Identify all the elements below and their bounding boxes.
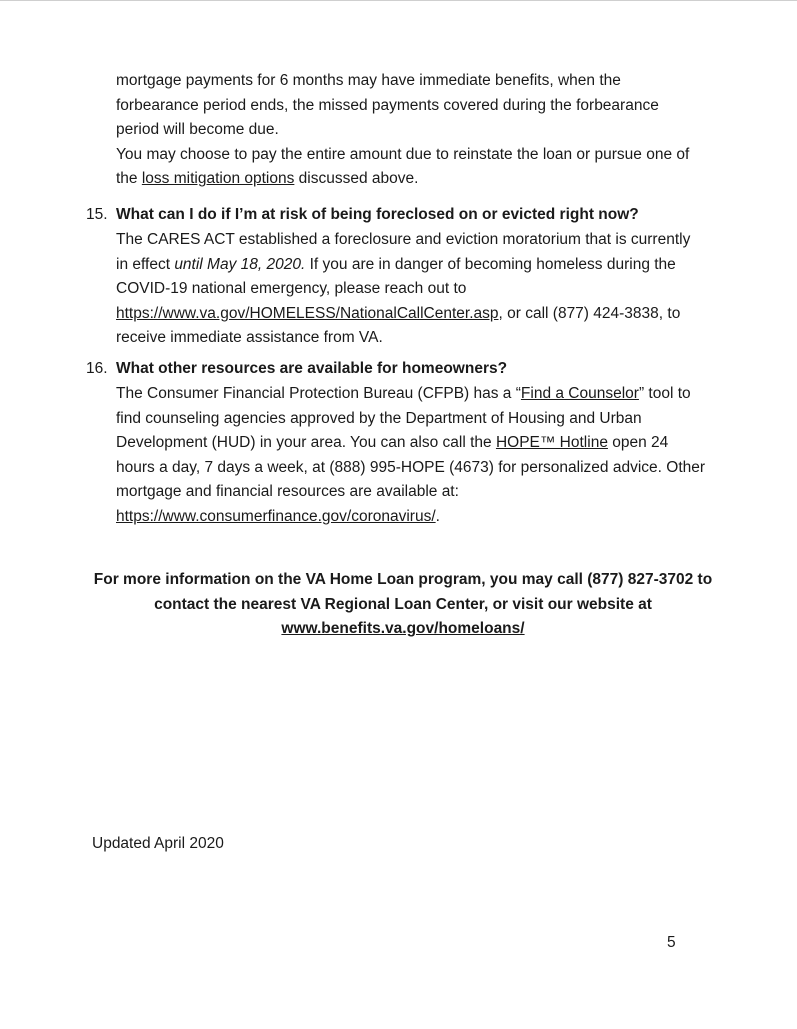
intro-line-5: [116, 167, 736, 192]
question-15-answer: [116, 228, 736, 351]
question-15-number: 15.: [86, 206, 108, 223]
intro-line-3: period will become due.: [116, 121, 279, 138]
intro-line-2: forbearance period ends, the missed payments covered during the forbearance: [116, 96, 659, 114]
page-number: 5: [667, 934, 676, 951]
va-home-loan-contact-note: [88, 568, 718, 642]
q16-line-1: [116, 382, 736, 407]
contact-line-2: contact the nearest VA Regional Loan Center, or visit our website at: [154, 595, 652, 613]
q16-line-6-suffix: .: [435, 507, 440, 525]
updated-date: Updated April 2020: [92, 835, 224, 852]
contact-line-1: For more information on the VA Home Loan program, you may call (877) 827-3702 to: [93, 571, 713, 588]
intro-line-1: mortgage payments for 6 months may have immediate benefits, when the: [116, 72, 621, 89]
q16-line-1-suffix: ” tool to: [638, 385, 691, 402]
contact-line-3: [88, 617, 718, 642]
q16-line-2: find counseling agencies approved by the Department of Housing and Urban: [116, 409, 642, 427]
benefits-homeloans-link[interactable]: www.benefits.va.gov/homeloans/: [281, 620, 525, 637]
intro-paragraph: [116, 69, 736, 192]
va-homeless-call-center-link[interactable]: https://www.va.gov/HOMELESS/NationalCallCenter.asp: [116, 304, 499, 322]
intro-line-5-prefix: the: [116, 170, 142, 187]
question-16-number: 16.: [86, 360, 108, 377]
q15-line-4-suffix: , or call (877) 424-3838, to: [498, 304, 681, 322]
q15-line-2: [116, 253, 736, 278]
intro-line-4: You may choose to pay the entire amount due to reinstate the loan or pursue one of: [116, 145, 690, 163]
find-a-counselor-link[interactable]: Find a Counselor: [520, 385, 639, 402]
q15-line-1: The CARES ACT established a foreclosure and eviction moratorium that is currently: [116, 231, 691, 248]
q15-line-2-suffix: If you are in danger of becoming homeless during the: [305, 255, 676, 273]
question-16-answer: [116, 382, 736, 529]
q15-line-5: receive immediate assistance from VA.: [116, 329, 383, 346]
consumerfinance-coronavirus-link[interactable]: https://www.consumerfinance.gov/coronavirus/: [116, 507, 436, 525]
q16-line-3: [116, 431, 736, 456]
q16-line-1-prefix: The Consumer Financial Protection Bureau (CFPB) has a “: [116, 385, 521, 402]
q15-line-2-italic-date: until May 18, 2020.: [174, 255, 306, 273]
question-15-heading: [86, 203, 746, 228]
q16-line-4: hours a day, 7 days a week, at (888) 995-HOPE (4673) for personalized advice. Other: [116, 458, 706, 476]
q16-line-5: mortgage and financial resources are available at:: [116, 483, 459, 500]
question-16-heading: [86, 357, 746, 382]
q15-line-2-prefix: in effect: [116, 255, 175, 273]
hope-hotline-link[interactable]: HOPE™ Hotline: [495, 434, 608, 451]
q16-line-6: [116, 505, 736, 530]
q15-line-3: COVID-19 national emergency, please reach out to: [116, 280, 467, 297]
question-15-title: What can I do if I’m at risk of being foreclosed on or evicted right now?: [116, 206, 639, 223]
q15-line-4: [116, 302, 736, 327]
question-16-title: What other resources are available for homeowners?: [116, 360, 508, 377]
intro-line-5-suffix: discussed above.: [294, 170, 419, 187]
loss-mitigation-options-link[interactable]: loss mitigation options: [141, 170, 295, 187]
q16-line-3-prefix: Development (HUD) in your area. You can also call the: [116, 434, 496, 451]
q16-line-3-suffix: open 24: [607, 434, 669, 451]
